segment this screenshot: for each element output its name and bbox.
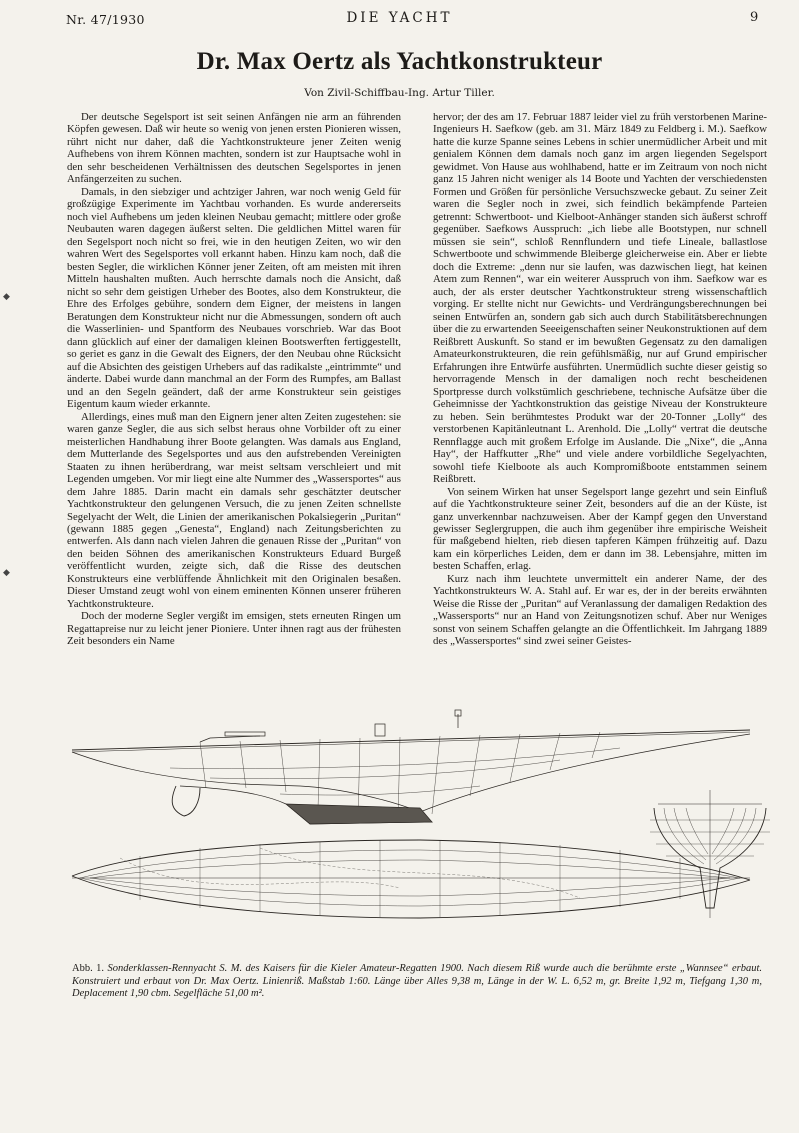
page-number: 9 xyxy=(750,10,759,25)
paragraph: Kurz nach ihm leuchtete unvermittelt ein anderer Name, der des Yachtkonstrukteurs W. A. Stahl auf. Er war es, der in der bereits erwähnten Weise die Risse der „Puritan“ auf Veranlassung der damaligen Redaktion des „Wassersports“ nur an Hand von Zeitungsnotizen schuf. Aber nur Weniges sonst von seinem Schaffen gelangte an die Öffentlichkeit. Im Jahrgang 1889 des „Wassersportes“ sind zwei seiner Geistes- xyxy=(433,572,767,648)
caption-label: Abb. 1. xyxy=(72,963,105,974)
margin-mark: ◆ xyxy=(3,292,10,302)
article-title: Dr. Max Oertz als Yachtkonstrukteur xyxy=(196,48,603,75)
figure-caption xyxy=(72,963,762,1001)
paragraph: Allerdings, eines muß man den Eignern jener alten Zeiten zugestehen: sie waren ganze Segler, die aus sich selbst heraus ohne Vorbilder oft zu einer meisterlichen Handhabung ihrer Boote gelangten. Was damals aus England, dem Mutterlande des Segelsportes und aus den aufstrebenden Vereinigten Staaten zu ihnen herüberdrang, war meist seltsam verschleiert und mit Legenden umgeben. Vor mir liegt eine alte Nummer des „Wassersportes“ aus dem Jahre 1885. Darin macht ein damals sehr geschätzter deutscher Yachtkonstrukteur den gelungenen Versuch, die zu jenen Zeiten schnellste Segelyacht der Welt, die Linien der amerikanischen Pokalsiegerin „Puritan“ (gewann 1885 gegen „Genesta“, England) nach Zeitungsberichten zu entwerfen. Als dann nach vielen Jahren die genauen Risse der „Puritan“ von den beiden Söhnen des amerikanischen Konstrukteurs Eduard Burgeß veröffentlicht wurden, zeigte sich, daß die Risse des deutschen Konstrukteurs eine verblüffende Ähnlichkeit mit den Originalen besaßen. Dieser Umstand zeugt wohl von einem eminenten Können unserer früheren Yachtkonstrukteure. xyxy=(67,410,401,610)
article-byline: Von Zivil-Schiffbau-Ing. Artur Tiller. xyxy=(304,87,495,99)
issue-number: Nr. 47/1930 xyxy=(66,12,145,27)
margin-mark: ◆ xyxy=(3,568,10,578)
paragraph: hervor; der des am 17. Februar 1887 leider viel zu früh verstorbenen Marine-Ingenieurs H. Saefkow (geb. am 31. März 1849 zu Feldberg i. M.). Saefkow hatte die kurze Spanne seines Lebens in schier unermüdlicher Arbeit und mit genialem Können dem damals noch ganz im argen liegenden Segelsport gewidmet. Von Hause aus wohlhabend, hatte er im Zeitraum von noch nicht ganz 15 Jahren nicht weniger als 14 Boote und Yachten der verschiedensten Formen und Größen für persönliche Versuchszwecke gebaut. Zu seiner Zeit waren die Segler noch in zwei, sich feindlich bekämpfende Parteien getrennt: Schwertboot- und Kielboot-Anhänger standen sich äußerst schroff gegenüber. Saefkows Ausspruch: „ich liebe alle Bootstypen, nur schnell müssen sie sein“, schloß Rennflundern und tiefe Lineale, ballastlose Schwertboote und schwimmende Bleiberge gleicherweise ein. Aber er liebte doch die Extreme: „denn nur sie laufen, was dazwischen liegt, hat keinen Atem zum Rennen“, war ein weiterer Ausspruch von ihm. Saefkow war es auch, der als erster deutscher Yachtkonstrukteur streng wissenschaftlich vorging. Er stellte nicht nur Gewichts- und Verdrängungsberechnungen bei seinen Entwürfen an, sondern gab sich auch durch Stabilitätsberechnungen über die zu erwartenden Seeeigenschaften seiner Neukonstruktionen auf dem Reißbrett Auskunft. So stand er im bewußten Gegensatz zu den damaligen Amateurkonstrukteuren, die rein gefühlsmäßig, nur auf Grund empirischer Erfahrungen ihre Entwürfe ausführten. Unermüdlich suchte dieser geistig so hervorragende Mensch in der damaligen noch recht bescheidenen Sportpresse durch volkstümlich geschriebene, technische Aufsätze über die Geheimnisse der Yachtkonstruktion das geistige Niveau der Konstrukteure zu heben. Sein berühmtestes Produkt war der 20-Tonner „Lolly“ des verstorbenen Kapitänleutnant L. Arenhold. Die „Lolly“ vertrat die deutsche Rennflagge auch mit großem Erfolge im Auslande. Die „Nixe“, die „Anna Hay“, der Haffkutter „Rhe“ und viele andere vorbildliche Segelyachten, sowohl tiefe Kielboote als auch Kompromißboote entstammen seinem Reißbrett. xyxy=(433,111,767,486)
paragraph: Damals, in den siebziger und achtziger Jahren, war noch wenig Geld für großzügige Experimente im Yachtbau vorhanden. Es wurde andererseits noch viel Aufhebens um jeden kleinen Neubau gemacht; mittlere oder große Neubauten waren dagegen äußerst selten. Die geldlichen Mittel waren für den Segelsport noch nicht so frei, wie in den heutigen Zeiten, wo wir den wahren Wert des Segelsportes voll erkannt haben. Hinzu kam noch, daß die besten Segler, die wirklichen Könner jener Zeiten, oft am meisten mit ihren Mitteln haushalten mußten. Auch herrschte damals noch die Ansicht, daß nicht so sehr dem geistigen Urheber des Bootes, also dem Konstrukteur, die Ehre des Erfolges gebühre, sondern dem Eigner, der meistens in langen Beratungen dem Konstrukteur nicht nur die Abmessungen, sondern oft auch die Wasserlinien- und Spantform des Neubaues vorschrieb. War das Boot dann glücklich auf einer der damaligen kleinen Bootswerften fertiggestellt, so geriet es ganz in die Gewalt des Eigners, der den Neubau ohne Rücksicht auf die Absichten des geistigen Urhebers auf das radikalste „eintrimmte“ und änderte. Dabei wurde dann manchmal an der Form des Rumpfes, am Ballast und an den Segeln geändert, daß der arme Konstrukteur sein geistiges Eigentum kaum wieder erkannte. xyxy=(67,185,401,411)
running-header xyxy=(0,8,799,28)
paragraph: Von seinem Wirken hat unser Segelsport lange gezehrt und sein Einfluß auf die Yachtkonstrukteure seiner Zeit, besonders auf die an der Küste, ist ganz unverkennbar nachzuweisen. Aber der Kampf gegen den Unverstand gewisser Seglergruppen, die auch ihm gegenüber ihre empirische Weisheit für maßgebend hielten, rieb diesen tapferen Kämpen frühzeitig auf. Dazu kam ein körperliches Leiden, dem er dann im 38. Lebensjahre, mitten im besten Schaffen, erlag. xyxy=(433,485,767,573)
half-breadth-view xyxy=(72,840,750,918)
left-text-column xyxy=(67,111,401,706)
journal-name: DIE YACHT xyxy=(346,10,453,26)
paragraph: Der deutsche Segelsport ist seit seinen Anfängen nie arm an führenden Köpfen gewesen. Daß wir heute so wenig von jenen ersten Pionieren wissen, rührt nicht nur daher, daß die Yachtkonstrukteure jener Zeiten wenig Aufhebens von ihrem Können machten, sondern ist zur Hauptsache wohl in den sehr bescheidenen Verhältnissen des deutschen Segelsportes in jenen Anfängerzeiten zu suchen. xyxy=(67,111,401,186)
lines-plan-figure xyxy=(60,708,770,958)
profile-view xyxy=(72,710,750,824)
paragraph: Doch der moderne Segler vergißt im emsigen, stets erneuten Ringen um Regattapreise nur zu leicht jener Pioniere. Unter ihnen ragt aus der frühesten Zeit besonders ein Name xyxy=(67,610,401,648)
caption-text: Sonderklassen-Rennyacht S. M. des Kaisers für die Kieler Amateur-Regatten 1900. Nach diesem Riß wurde auch die berühmte erste „Wannsee“ erbaut. Konstruiert und erbaut von Dr. Max Oertz. Linienriß. Maßstab 1:60. Länge über Alles 9,38 m, Länge in der W. L. 6,52 m, gr. Breite 1,92 m, Tiefgang 1,30 m, Deplacement 1,90 cbm. Segelfläche 51,00 m². xyxy=(72,963,762,999)
right-text-column xyxy=(433,111,767,706)
